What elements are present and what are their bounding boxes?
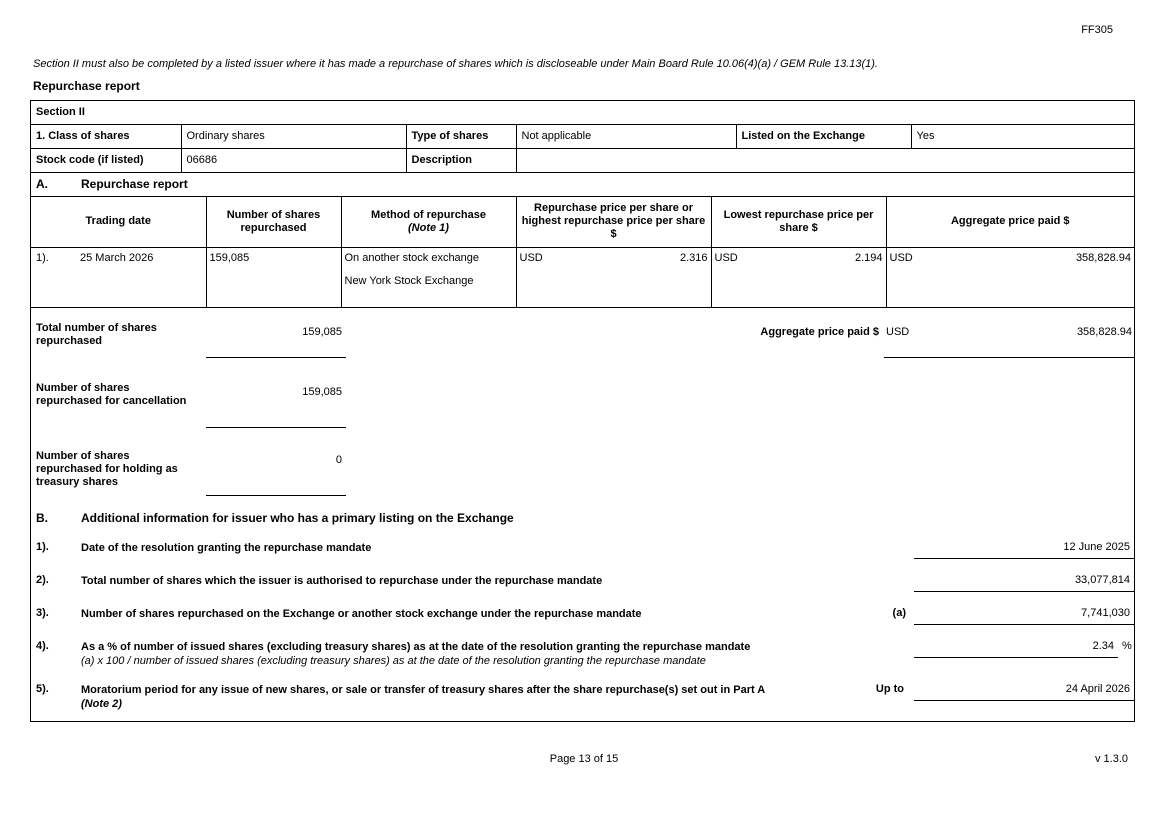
share-class-table bbox=[31, 125, 1134, 173]
col-method-label: Method of repurchase bbox=[371, 208, 486, 221]
b-item-shares-under-mandate bbox=[31, 607, 1134, 625]
listed-on-exchange-value: Yes bbox=[911, 125, 1134, 149]
b-item-moratorium bbox=[31, 683, 1134, 711]
b-item-4-text bbox=[81, 640, 914, 668]
method-value: On another stock exchange bbox=[344, 251, 480, 264]
spacer bbox=[346, 450, 1134, 496]
intro-note: Section II must also be completed by a listed issuer where it has made a repurchase of shares which is discloseable under Main Board Rule 10.06(4)(a) / GEM Rule 13.13(1). bbox=[33, 58, 878, 70]
stock-code-value: 06686 bbox=[181, 149, 406, 173]
b-item-2-number: 2). bbox=[36, 573, 49, 586]
b-item-resolution-date bbox=[31, 541, 1134, 559]
b-item-4-number: 4). bbox=[36, 639, 49, 652]
b-item-5-main-text: Moratorium period for any issue of new shares, or sale or transfer of treasury shares after the share repurchase(s) set out in Part A bbox=[81, 683, 766, 696]
b-item-3-number: 3). bbox=[36, 606, 49, 619]
b-item-5-number: 5). bbox=[36, 682, 49, 695]
cancellation-shares-label: Number of shares repurchased for cancellation bbox=[36, 381, 187, 407]
class-of-shares-value: Ordinary shares bbox=[181, 125, 406, 149]
aggregate-total-value: 358,828.94 bbox=[1076, 325, 1132, 338]
aggregate-price-paid-label: Aggregate price paid $ bbox=[760, 325, 879, 338]
document-title: Repurchase report bbox=[33, 79, 140, 93]
col-method-of-repurchase bbox=[341, 197, 516, 247]
percentage-value: 2.34 bbox=[914, 640, 1118, 658]
method-detail-value: New York Stock Exchange bbox=[344, 274, 474, 287]
form-number: FF305 bbox=[1081, 24, 1113, 36]
class-of-shares-label: 1. Class of shares bbox=[31, 125, 181, 149]
col-method-note: (Note 1) bbox=[408, 221, 449, 234]
spacer bbox=[346, 322, 760, 358]
page-number: Page 13 of 15 bbox=[549, 753, 619, 765]
row-index: 1). bbox=[36, 251, 49, 264]
stock-code-row bbox=[31, 149, 1134, 173]
highest-price-value: 2.316 bbox=[679, 251, 708, 264]
col-aggregate-price: Aggregate price paid $ bbox=[886, 197, 1134, 247]
aggregate-paid-currency: USD bbox=[889, 251, 913, 264]
highest-price-currency: USD bbox=[519, 251, 543, 264]
treasury-shares-value: 0 bbox=[206, 450, 346, 496]
total-shares-value: 159,085 bbox=[206, 322, 346, 358]
b-item-authorised-shares bbox=[31, 574, 1134, 592]
cancellation-shares-value: 159,085 bbox=[206, 382, 346, 428]
resolution-date-value: 12 June 2025 bbox=[914, 541, 1134, 559]
b-item-percentage bbox=[31, 640, 1134, 668]
sectionB-title: Additional information for issuer who has a primary listing on the Exchange bbox=[81, 510, 514, 525]
aggregate-total-currency: USD bbox=[886, 325, 910, 338]
authorised-shares-value: 33,077,814 bbox=[914, 574, 1134, 592]
form-box bbox=[30, 100, 1135, 722]
b-item-5-text bbox=[81, 683, 876, 711]
type-of-shares-value: Not applicable bbox=[516, 125, 736, 149]
b-item-3-marker: (a) bbox=[892, 606, 906, 619]
listed-on-exchange-label: Listed on the Exchange bbox=[736, 125, 911, 149]
version-number: v 1.3.0 bbox=[1094, 753, 1128, 765]
stock-code-label: Stock code (if listed) bbox=[31, 149, 181, 173]
b-item-1-text: Date of the resolution granting the repurchase mandate bbox=[81, 541, 372, 554]
sectionB-letter: B. bbox=[36, 510, 48, 525]
b-item-5-note: (Note 2) bbox=[81, 697, 122, 710]
description-label: Description bbox=[406, 149, 516, 173]
highest-price-cell bbox=[516, 247, 711, 307]
b-item-4-formula: (a) x 100 / number of issued shares (excluding treasury shares) as at the date of the resolution granting the repurchase mandate bbox=[81, 654, 706, 667]
lowest-price-value: 2.194 bbox=[854, 251, 883, 264]
repurchase-table bbox=[31, 197, 1134, 308]
b-item-3-text: Number of shares repurchased on the Exchange or another stock exchange under the repurchase mandate bbox=[81, 607, 642, 620]
b-item-1-number: 1). bbox=[36, 540, 49, 553]
sectionA-header bbox=[31, 173, 1134, 197]
shares-under-mandate-value: 7,741,030 bbox=[914, 607, 1134, 625]
treasury-shares-row bbox=[36, 450, 1134, 496]
repurchase-table-header-row bbox=[31, 197, 1134, 247]
aggregate-paid-value: 358,828.94 bbox=[1075, 251, 1131, 264]
repurchase-data-row bbox=[31, 247, 1134, 307]
sectionB-header bbox=[31, 502, 1134, 541]
type-of-shares-label: Type of shares bbox=[406, 125, 516, 149]
col-lowest-price: Lowest repurchase price per share $ bbox=[711, 197, 886, 247]
cancellation-shares-row bbox=[36, 382, 1134, 428]
percent-sign: % bbox=[1122, 639, 1132, 652]
section2-header: Section II bbox=[31, 101, 1134, 125]
sectionA-letter: A. bbox=[36, 177, 48, 191]
class-of-shares-row bbox=[31, 125, 1134, 149]
spacer bbox=[346, 382, 1134, 428]
trading-date-value: 25 March 2026 bbox=[80, 251, 154, 264]
total-shares-row bbox=[36, 322, 1134, 358]
trading-date-cell bbox=[31, 247, 206, 307]
method-cell bbox=[341, 247, 516, 307]
col-shares-repurchased: Number of shares repurchased bbox=[206, 197, 341, 247]
b-item-4-main-text: As a % of number of issued shares (excluding treasury shares) as at the date of the resolution granting the repurchase mandate bbox=[81, 640, 751, 653]
col-trading-date: Trading date bbox=[31, 197, 206, 247]
sectionA-title: Repurchase report bbox=[81, 177, 188, 191]
lowest-price-cell bbox=[711, 247, 886, 307]
moratorium-date-value: 24 April 2026 bbox=[914, 683, 1134, 701]
shares-repurchased-value: 159,085 bbox=[206, 247, 341, 307]
aggregate-price-paid-box bbox=[884, 322, 1134, 358]
treasury-shares-label: Number of shares repurchased for holding as treasury shares bbox=[36, 449, 178, 488]
col-highest-price: Repurchase price per share or highest repurchase price per share $ bbox=[516, 197, 711, 247]
description-value bbox=[516, 149, 1134, 173]
lowest-price-currency: USD bbox=[714, 251, 738, 264]
up-to-label: Up to bbox=[875, 682, 904, 695]
b-item-2-text: Total number of shares which the issuer is authorised to repurchase under the repurchase mandate bbox=[81, 574, 603, 587]
totals-section bbox=[31, 308, 1134, 496]
total-shares-label: Total number of shares repurchased bbox=[36, 321, 157, 347]
aggregate-paid-cell bbox=[886, 247, 1134, 307]
